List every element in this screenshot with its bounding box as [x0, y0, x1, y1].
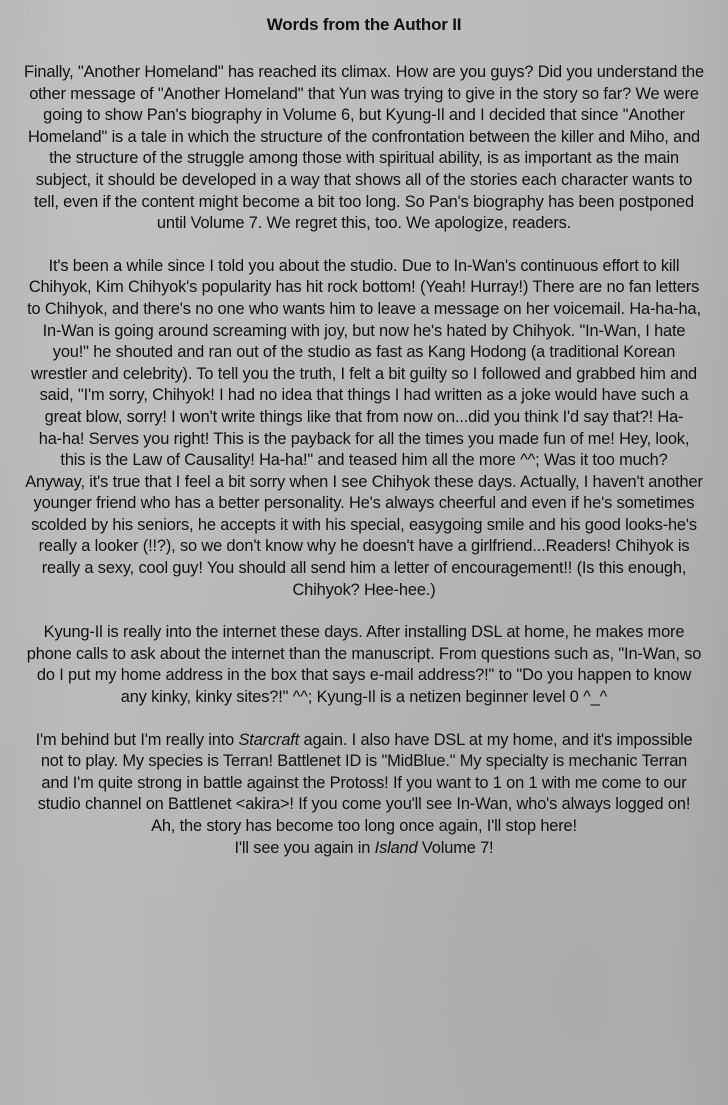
text-line: the structure of the struggle among those with spiritual ability, is as important as the main [49, 149, 679, 168]
text-line: going to show Pan's biography in Volume 6, but Kyung-Il and I decided that since "Another [43, 106, 685, 125]
text-line: said, "I'm sorry, Chihyok! I had no idea that things I had written as a joke would have such a [39, 386, 689, 405]
text-line [12, 838, 716, 860]
text-line: wrestler and celebrity). To tell you the truth, I felt a bit guilty so I followed and grabbed him and [30, 364, 698, 383]
page-title: Words from the Author II [266, 15, 462, 34]
text-line: younger friend who has a better personality. He's always cheerful and even if he's sometimes [33, 494, 695, 513]
text-line: other message of "Another Homeland" that Yun was trying to give in the story so far? We were [29, 84, 699, 103]
paragraph-1 [12, 62, 716, 235]
text-line: Kyung-Il is really into the internet these days. After installing DSL at home, he makes more [43, 623, 685, 642]
text-line: until Volume 7. We regret this, too. We apologize, readers. [156, 214, 572, 233]
text-line: this is the Law of Causality! Ha-ha!" and teased him all the more ^^; Was it too much? [60, 451, 668, 470]
text-line: and I'm quite strong in battle against the Protoss! If you want to 1 on 1 with me come to our [41, 773, 687, 792]
text-line: any kinky, kinky sites?!" ^^; Kyung-Il is a netizen beginner level 0 ^_^ [120, 688, 608, 707]
text-line: do I put my home address in the box that says e-mail address?!" to "Do you happen to know [36, 666, 692, 685]
text-line: you!" he shouted and ran out of the studio as fast as Kang Hodong (a traditional Korean [52, 343, 676, 362]
text-line: really a looker (!!?), so we don't know why he doesn't have a girlfriend...Readers! Chihyok is [38, 537, 690, 556]
text-line: In-Wan is going around screaming with joy, but now he's hated by Chihyok. "In-Wan, I hate [42, 321, 686, 340]
text-line: Finally, "Another Homeland" has reached its climax. How are you guys? Did you understand the [24, 63, 704, 81]
text-line: great blow, sorry! I won't write things like that from now on...did you think I'd say that?! Ha- [44, 407, 684, 426]
text-line: Homeland" is a tale in which the structure of the confrontation between the killer and Miho, and [27, 127, 701, 146]
text-segment: Volume 7! [417, 838, 494, 857]
text-line: Chihyok, Kim Chihyok's popularity has hit rock bottom! (Yeah! Hurray!) There are no fan letters [28, 278, 700, 297]
text-line: scolded by his seniors, he accepts it with his special, easygoing smile and his good looks-he's [31, 515, 697, 534]
text-line: Chihyok? Hee-hee.) [292, 580, 436, 599]
text-line: It's been a while since I told you about the studio. Due to In-Wan's continuous effort to kill [48, 256, 680, 275]
paragraph-3 [12, 622, 716, 708]
paragraph-4 [12, 730, 716, 860]
text-line: tell, even if the content might become a bit too long. So Pan's biography has been postponed [34, 192, 694, 211]
text-line: subject, it should be developed in a way that shows all of the stories each character wants to [35, 170, 693, 189]
text-line: really a sexy, cool guy! You should all send him a letter of encouragement!! (Is this enough, [41, 559, 687, 578]
text-segment: I'll see you again in [234, 838, 375, 857]
text-line [12, 730, 716, 752]
text-segment: I'm behind but I'm really into [35, 730, 239, 749]
game-title-starcraft: Starcraft [238, 730, 300, 749]
book-title-island: Island [374, 838, 418, 857]
paragraph-2 [12, 256, 716, 602]
text-line: to Chihyok, and there's no one who wants him to leave a message on her voicemail. Ha-ha-ha, [27, 299, 701, 318]
text-segment: again. I also have DSL at my home, and it's impossible [299, 730, 693, 749]
text-line: Ah, the story has become too long once again, I'll stop here! [151, 817, 577, 835]
text-line: phone calls to ask about the internet than the manuscript. From questions such as, "In-Wan, so [26, 644, 702, 663]
text-line: ha-ha! Serves you right! This is the payback for all the times you made fun of me! Hey, look, [38, 429, 690, 448]
text-line: not to play. My species is Terran! Battlenet ID is "MidBlue." My specialty is mechanic Terran [40, 752, 688, 771]
text-line: Anyway, it's true that I feel a bit sorry when I see Chihyok these days. Actually, I haven't another [25, 472, 703, 491]
text-line: studio channel on Battlenet <akira>! If you come you'll see In-Wan, who's always logged on! [37, 795, 691, 814]
